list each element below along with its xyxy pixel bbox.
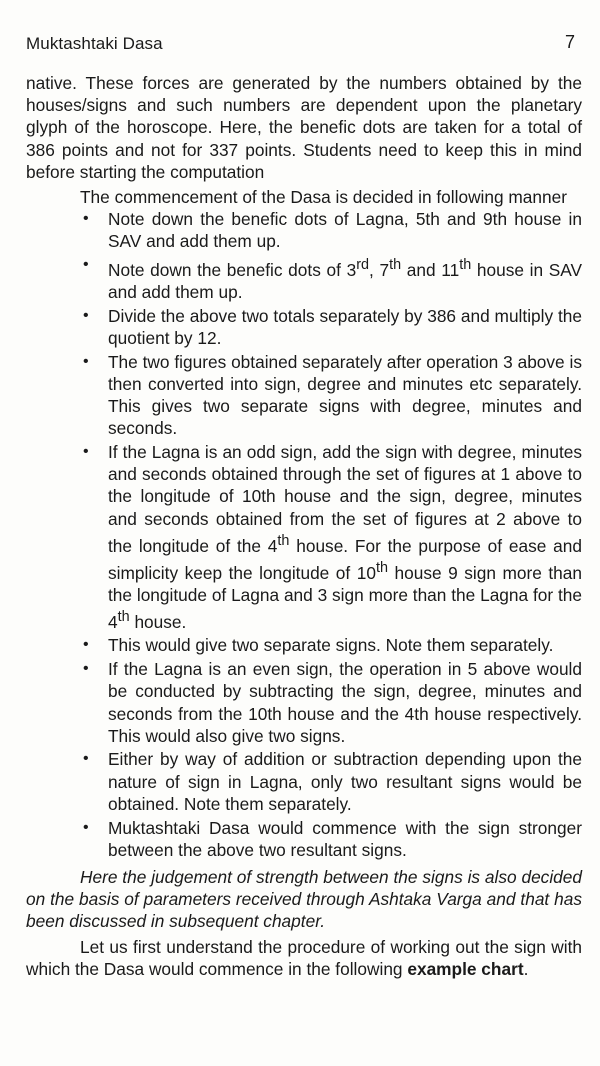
bullet-icon: •: [83, 818, 89, 836]
text-run: house in SAV and add them up.: [108, 259, 583, 303]
list-item: [83, 208, 582, 252]
text-run: house 9 sign more than the longitude of Lagna and 3 sign more than the Lagna for the 4: [108, 562, 582, 632]
ordinal-suffix: th: [389, 257, 402, 274]
bullet-icon: •: [83, 443, 89, 461]
ordinal-suffix: th: [375, 559, 388, 576]
text-run: , 7: [369, 259, 390, 280]
commencement-paragraph: The commencement of the Dasa is decided in following manner: [80, 187, 568, 208]
page-number: 7: [564, 32, 575, 52]
list-item-text: Either by way of addition or subtraction depending upon the nature of sign in Lagna, only two resultant signs would be obtained. Note them separately.: [108, 749, 582, 814]
procedure-list: [26, 208, 582, 861]
list-item-text: The two figures obtained separately after operation 3 above is then converted into sign, degree and minutes etc separately. This gives two separate signs with degree, minutes and seconds.: [108, 351, 582, 439]
bullet-icon: •: [83, 660, 89, 678]
list-item: [83, 658, 582, 747]
list-item-text: [108, 257, 583, 303]
bullet-icon: •: [83, 352, 89, 370]
intro-paragraph: native. These forces are generated by the numbers obtained by the houses/signs and such numbers are dependent upon the planetary glyph of the horoscope. Here, the benefic dots are taken for a total of 386 points and not for 337 points. Students need to keep this in mind before starting the computation: [26, 73, 582, 182]
ordinal-suffix: th: [117, 608, 130, 625]
closing-paragraph: [26, 936, 582, 980]
list-item: [83, 305, 582, 349]
bullet-icon: •: [83, 750, 89, 768]
list-item: [83, 817, 582, 861]
ordinal-suffix: rd: [356, 257, 369, 274]
list-item: [83, 441, 582, 633]
ordinal-suffix: th: [277, 532, 290, 549]
closing-text: Let us first understand the procedure of working out the sign with which the Dasa would commence in the following: [26, 936, 582, 979]
text-run: and 11: [401, 259, 460, 280]
bullet-icon: •: [83, 306, 89, 324]
ordinal-suffix: th: [459, 257, 472, 274]
bullet-icon: •: [83, 256, 89, 274]
list-item-text: This would give two separate signs. Note them separately.: [108, 635, 554, 656]
running-title: Muktashtaki Dasa: [26, 34, 163, 53]
list-item-text: Muktashtaki Dasa would commence with the sign stronger between the above two resultant signs.: [108, 817, 582, 860]
italic-note-paragraph: Here the judgement of strength between the signs is also decided on the basis of parameters received through Ashtaka Varga and that has been discussed in subsequent chapter.: [26, 866, 582, 932]
list-item: [83, 634, 582, 656]
list-item-text: If the Lagna is an even sign, the operation in 5 above would be conducted by subtracting the sign, degree, minutes and seconds from the 10th house and the 4th house respectively. This would also give two signs.: [108, 659, 582, 746]
bullet-icon: •: [83, 636, 89, 654]
text-run: house.: [129, 611, 187, 632]
page-body: [26, 72, 582, 980]
text-run: Note down the benefic dots of 3: [108, 259, 357, 280]
list-item-text: Divide the above two totals separately by 386 and multiply the quotient by 12.: [108, 305, 582, 348]
list-item-text: Note down the benefic dots of Lagna, 5th and 9th house in SAV and add them up.: [108, 209, 582, 252]
list-item: [83, 351, 582, 440]
bullet-icon: •: [83, 210, 89, 228]
list-item: [83, 254, 583, 303]
text-run: If the Lagna is an odd sign, add the sign with degree, minutes and seconds obtained through the set of figures at 1 above to the longitude of 10th house and the sign, degree, minutes and seconds obtained from the set of figures at 2 above to the longitude of the 4: [108, 442, 582, 556]
closing-period: .: [523, 958, 529, 979]
text-run: house. For the purpose of ease and simplicity keep the longitude of 10: [108, 535, 582, 583]
example-chart-emphasis: example chart: [407, 958, 524, 979]
list-item: [83, 748, 582, 815]
list-item-text: [108, 442, 582, 632]
